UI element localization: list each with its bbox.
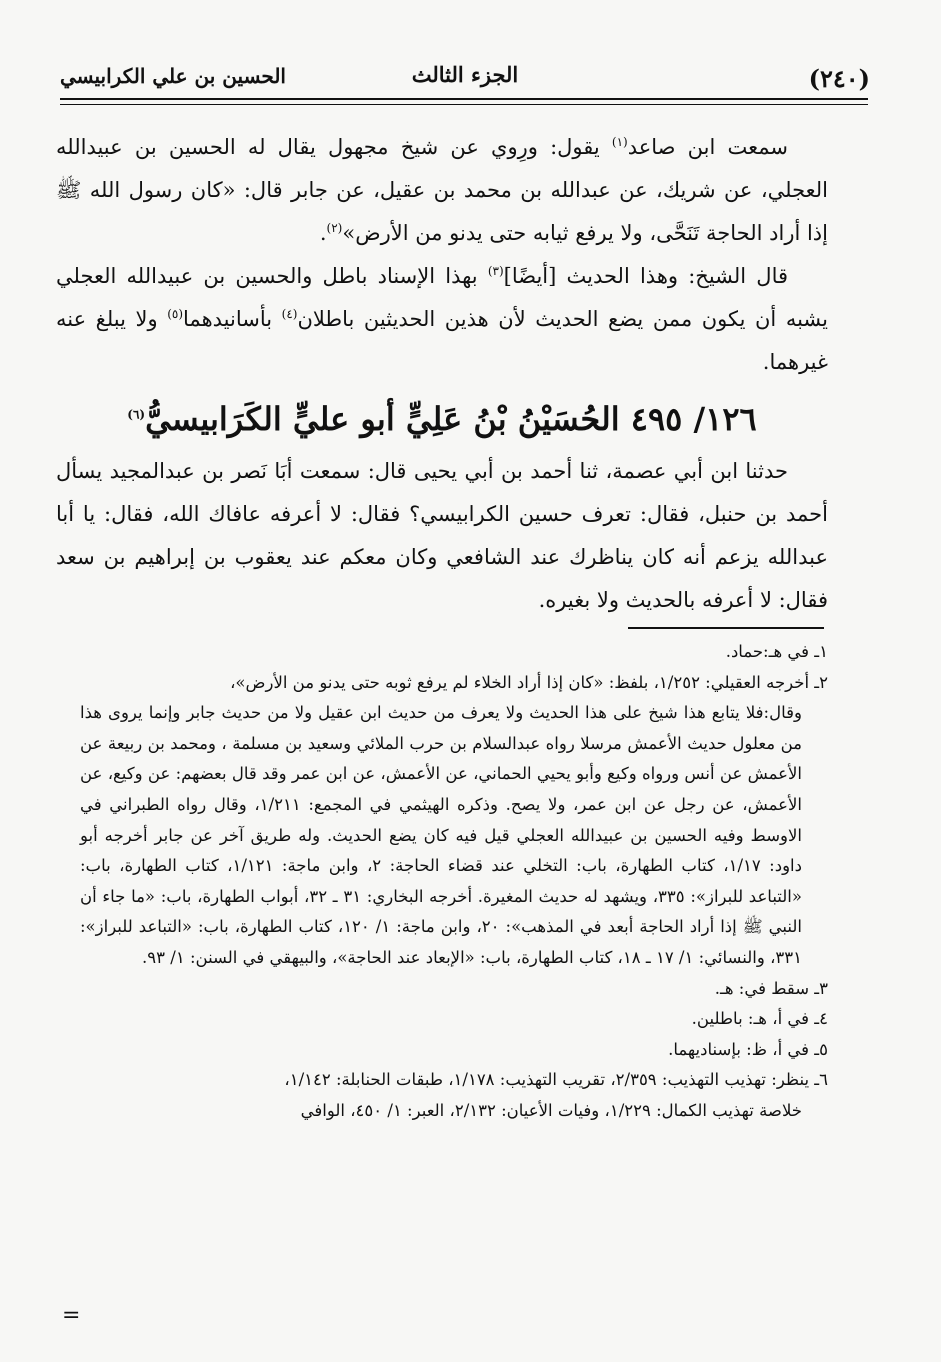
footnote-separator — [628, 627, 824, 629]
footnote-marker-3: (٣) — [487, 264, 504, 278]
entry-heading-text: ١٢٦/ ٤٩٥ الحُسَيْنُ بْنُ عَلِيٍّ أبو عليٍّ الكَرَابيسيُّ — [145, 400, 757, 438]
footnote-2-continued: وقال:فلا يتابع هذا شيخ على هذا الحديث ولا يعرف من حديث ابن عقيل ولا من حديث جابر وإنما يروى هذا من معلول حديث الأعمش مرسلا رواه عبدالسلام بن حرب الملائي وسعيد بن مسلمة ، ومحمد بن ربيعة عن الأعمش عن أنس ورواه وكيع وأبو يحيي الحماني، عن الأعمش، عن ابن عمر وقد قال بعضهم: عن وكيع، عن الأعمش، عن رجل عن ابن عمر، ولا يصح. وذكره الهيثمي في المجمع: ١/٢١١، وقال رواه الطبراني في الاوسط وفيه الحسين بن عبيدالله العجلي قيل فيه كان يضع الحديث. وله طريق آخر عن جابر أخرجه أبو داود: ١/١٧، كتاب الطهارة، باب: التخلي عند قضاء الحاجة: ٢، وابن ماجة: ١/١٢١، كتاب الطهارة، باب: «التباعد للبراز»: ٣٣٥، ويشهد له حديث المغيرة. أخرجه البخاري: ٣١ ـ ٣٢، أبواب الطهارة، باب: «ما جاء أن النبي ﷺ إذا أراد الحاجة أبعد في المذهب»: ٢٠، وابن ماجة: ١/ ١٢٠، كتاب الطهارة، باب: «التباعد للبراز»: ٣٣١، والنسائي: ١/ ١٧ ـ ١٨، كتاب الطهارة، باب: «الإبعاد عند الحاجة»، والبيهقي في السنن: ١/ ٩٣. — [80, 703, 802, 967]
main-text — [56, 126, 828, 622]
footnote-marker-4: (٤) — [281, 307, 298, 321]
p1-end: . — [319, 221, 327, 245]
footnote-2: ٢ـ أخرجه العقيلي: ١/٢٥٢، بلفظ: «كان إذا أراد الخلاء لم يرفع ثوبه حتى يدنو من الأرض»، — [230, 672, 828, 692]
p1-text: يقول: ورِوي عن شيخ مجهول يقال له الحسين بن عبيدالله العجلي، عن شريك، عن عبدالله بن محمد بن عقيل، عن جابر قال: «كان رسول الله ﷺ إذا أراد الحاجة تَنَحَّى، ولا يرفع ثيابه حتى يدنو من الأرض» — [56, 135, 828, 245]
footnote-6: ٦ـ ينظر: تهذيب التهذيب: ٢/٣٥٩، تقريب التهذيب: ١/١٧٨، طبقات الحنابلة: ١/١٤٢، — [284, 1070, 828, 1090]
p1-lead: سمعت ابن صاعد — [627, 135, 788, 159]
footnote-1: ١ـ في هـ:حماد. — [725, 642, 828, 661]
continuation-mark: = — [62, 1303, 81, 1328]
footnote-marker-6: (٦) — [127, 407, 146, 422]
paragraph-3: حدثنا ابن أبي عصمة، ثنا أحمد بن أبي يحيى قال: سمعت أبَا نَصر بن عبدالمجيد يسأل أحمد بن حنبل، فقال: تعرف حسين الكرابيسي؟ فقال: لا أعرفه عافاك الله، فقال: يا أبا عبدالله يزعم أنه كان يناظرك عند الشافعي وكان معكم عند يعقوب بن إبراهيم بن سعد فقال: لا أعرفه بالحديث ولا بغيره. — [56, 459, 828, 612]
volume-title: الجزء الثالث — [411, 62, 519, 87]
footnote-marker-2: (٢) — [326, 221, 343, 235]
paragraph-1 — [56, 126, 828, 255]
p2-a: قال الشيخ: وهذا الحديث [أيضًا] — [503, 264, 789, 288]
footnote-4: ٤ـ في أ، هـ: باطلين. — [691, 1009, 828, 1029]
footnote-3: ٣ـ سقط في: هـ. — [714, 978, 828, 998]
paragraph-2 — [56, 255, 828, 384]
p2-c: بأسانيدهما — [183, 307, 282, 331]
page-number: (٢٤٠) — [808, 64, 870, 93]
footnotes — [80, 637, 828, 1127]
footnote-5: ٥ـ في أ، ظ: بإسناديهما. — [668, 1039, 828, 1059]
footnote-marker-5: (٥) — [167, 307, 184, 321]
page-header — [60, 58, 870, 98]
footnote-marker-1: (١) — [611, 135, 628, 149]
entry-heading — [56, 392, 828, 446]
footnote-6-continued: خلاصة تهذيب الكمال: ١/٢٢٩، وفيات الأعيان: ٢/١٣٢، العبر: ١/ ٤٥٠، الوافي — [300, 1100, 802, 1120]
p2-b: بهذا الإسناد باطل والحسين بن عبيدالله العجلي يشبه أن يكون ممن يضع الحديث لأن هذين الحديثين باطلان — [56, 264, 828, 331]
running-title: الحسين بن علي الكرابيسي — [60, 64, 286, 88]
p2-d: ولا يبلغ عنه غيرهما. — [56, 307, 828, 374]
header-rule — [60, 98, 868, 105]
